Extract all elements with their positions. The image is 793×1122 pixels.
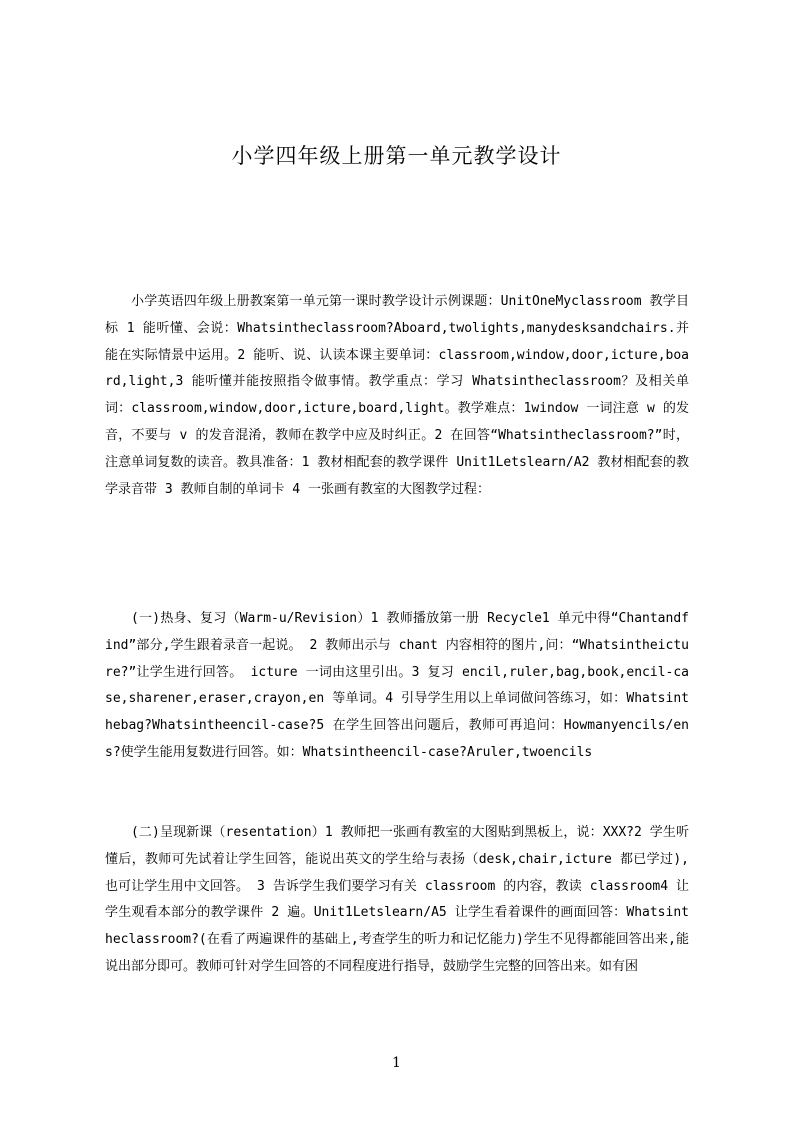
page-number: 1 (392, 1055, 401, 1071)
paragraph-lesson-overview: 小学英语四年级上册教案第一单元第一课时教学设计示例课题：UnitOneMyclassroom 教学目标 1 能听懂、会说：Whatsintheclassroom?Aboard,twolights,manydesksandchairs.并能在实际情景中运用。2 能听、说、认读本课主要单词：classroom,window,door,icture,board,light,3 能听懂并能按照指令做事情。教学重点：学习 Whatsintheclassroom？及相关单词：classroom,window,door,icture,board,light。教学难点：1window 一词注意 w 的发音，不要与 v 的发音混淆，教师在教学中应及时纠正。2 在回答“Whatsintheclassroom?”时，注意单词复数的读音。教具准备：1 教材相配套的教学课件 Unit1Letslearn/A2 教材相配套的教学录音带 3 教师自制的单词卡 4 一张画有教室的大图教学过程： (105, 294, 689, 497)
paragraph-presentation: (二)呈现新课（resentation）1 教师把一张画有教室的大图贴到黑板上，说：XXX?2 学生听懂后，教师可先试着让学生回答，能说出英文的学生给与表扬（desk,chair,icture 都已学过),也可让学生用中文回答。 3 告诉学生我们要学习有关 classroom 的内容，教读 classroom4 让学生观看本部分的教学课件 2 遍。Unit1Letslearn/A5 让学生看着课件的画面回答：Whatsintheclassroom?(在看了两遍课件的基础上,考查学生的听力和记忆能力)学生不见得都能回答出来,能说出部分即可。教师可针对学生回答的不同程度进行指导，鼓励学生完整的回答出来。如有困 (105, 825, 689, 974)
page-title: 小学四年级上册第一单元教学设计 (231, 144, 562, 168)
paragraph-warm-up: (一)热身、复习（Warm-u/Revision）1 教师播放第一册 Recycle1 单元中得“Chantandfind”部分,学生跟着录音一起说。 2 教师出示与 chant 内容相符的图片,问：“Whatsintheicture?”让学生进行回答。 icture 一词由这里引出。3 复习 encil,ruler,bag,book,encil-case,sharener,eraser,crayon,en 等单词。4 引导学生用以上单词做问答练习，如：Whatsinthebag?Whatsintheencil-case?5 在学生回答出问题后，教师可再追问：Howmanyencils/ens?使学生能用复数进行回答。如：Whatsintheencil-case?Aruler,twoencils (105, 611, 689, 760)
